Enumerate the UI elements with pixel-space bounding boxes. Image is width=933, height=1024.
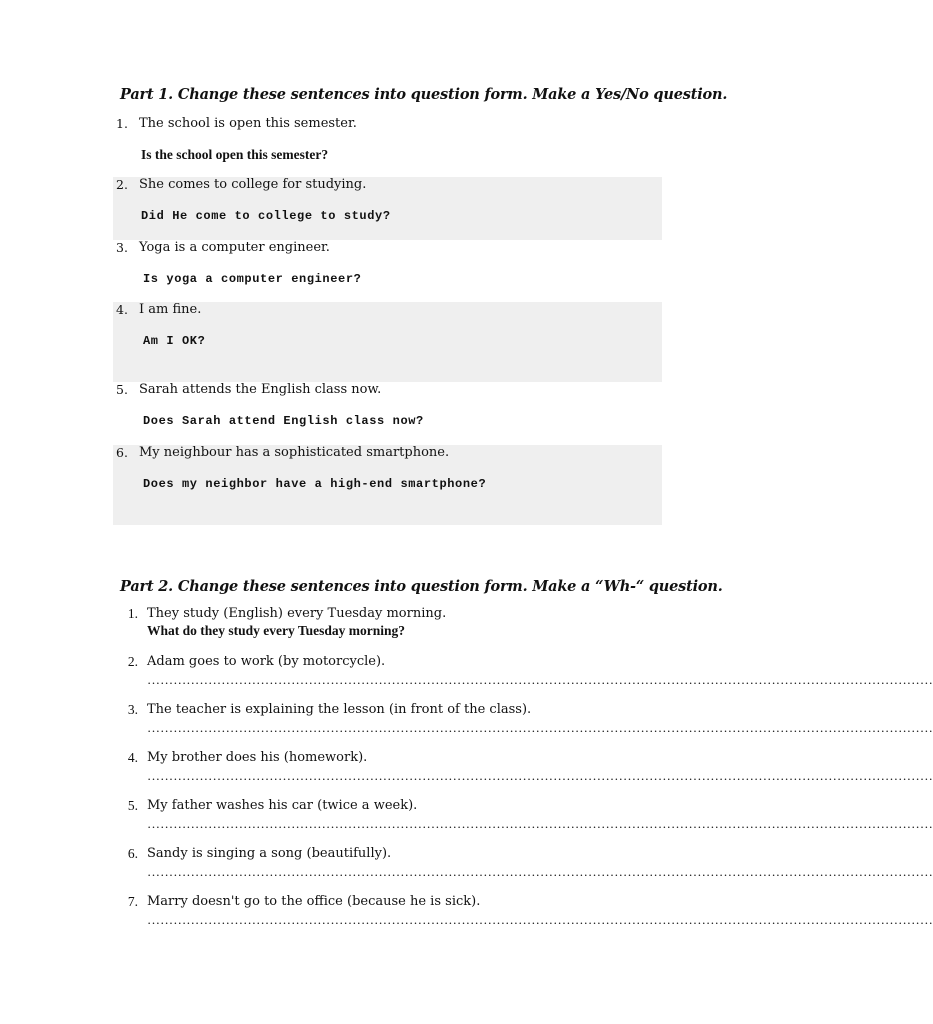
answer-blank: ……………………………………………………………………………………………………………………………………………………………… xyxy=(147,912,933,927)
item-sentence: Marry doesn't go to the office (because he is sick). xyxy=(147,894,481,909)
item-answer: Am I OK? xyxy=(143,334,206,348)
item-number: 2. xyxy=(116,177,128,192)
item-number: 5. xyxy=(127,798,138,813)
item-sentence: Adam goes to work (by motorcycle). xyxy=(147,654,386,669)
item-answer: Is the school open this semester? xyxy=(141,147,329,162)
item-number: 5. xyxy=(116,382,128,397)
item-sentence: I am fine. xyxy=(139,302,202,317)
answer-blank: ……………………………………………………………………………………………………………………………………………………………… xyxy=(147,864,933,879)
item-number: 2. xyxy=(127,654,138,669)
item-sentence: Sandy is singing a song (beautifully). xyxy=(147,846,392,861)
part2-item-1 xyxy=(120,606,660,642)
item-sentence: My father washes his car (twice a week). xyxy=(147,798,418,813)
part1-item-5 xyxy=(113,382,662,445)
answer-blank: ……………………………………………………………………………………………………………………………………………………………… xyxy=(147,672,933,687)
item-sentence: Sarah attends the English class now. xyxy=(139,382,382,397)
answer-blank: ……………………………………………………………………………………………………………………………………………………………… xyxy=(147,768,933,783)
item-answer: Did He come to college to study? xyxy=(141,209,391,223)
item-number: 6. xyxy=(127,846,138,861)
part1-item-1 xyxy=(113,116,662,178)
part2-item-3 xyxy=(120,702,933,738)
item-number: 4. xyxy=(116,302,128,317)
item-number: 7. xyxy=(127,894,138,909)
answer-blank: ……………………………………………………………………………………………………………………………………………………………… xyxy=(147,816,933,831)
part1-item-4 xyxy=(113,302,662,382)
item-number: 3. xyxy=(127,702,138,717)
item-answer: Does Sarah attend English class now? xyxy=(143,414,424,428)
item-answer: What do they study every Tuesday morning? xyxy=(147,623,406,638)
part1-heading: Part 1. Change these sentences into question form. Make a Yes/No question. xyxy=(120,86,728,103)
part1-item-6 xyxy=(113,445,662,525)
part1-item-3 xyxy=(113,240,662,302)
item-sentence: My brother does his (homework). xyxy=(147,750,368,765)
item-number: 1. xyxy=(116,116,128,131)
item-number: 4. xyxy=(127,750,138,765)
part2-item-5 xyxy=(120,798,933,834)
part2-item-2 xyxy=(120,654,933,690)
item-number: 6. xyxy=(116,445,128,460)
part2-item-7 xyxy=(120,894,933,930)
item-sentence: Yoga is a computer engineer. xyxy=(139,240,330,255)
item-answer: Does my neighbor have a high-end smartphone? xyxy=(143,477,487,491)
item-sentence: They study (English) every Tuesday morning. xyxy=(147,606,447,621)
item-number: 1. xyxy=(127,606,138,621)
part2-item-6 xyxy=(120,846,933,882)
part2-item-4 xyxy=(120,750,933,786)
item-number: 3. xyxy=(116,240,128,255)
answer-blank: ……………………………………………………………………………………………………………………………………………………………… xyxy=(147,720,933,735)
part1-item-2 xyxy=(113,177,662,240)
item-answer: Is yoga a computer engineer? xyxy=(143,272,362,286)
item-sentence: The school is open this semester. xyxy=(139,116,357,131)
item-sentence: The teacher is explaining the lesson (in front of the class). xyxy=(147,702,532,717)
item-sentence: She comes to college for studying. xyxy=(139,177,367,192)
item-sentence: My neighbour has a sophisticated smartphone. xyxy=(139,445,450,460)
part2-heading: Part 2. Change these sentences into question form. Make a “Wh-“ question. xyxy=(120,578,723,595)
